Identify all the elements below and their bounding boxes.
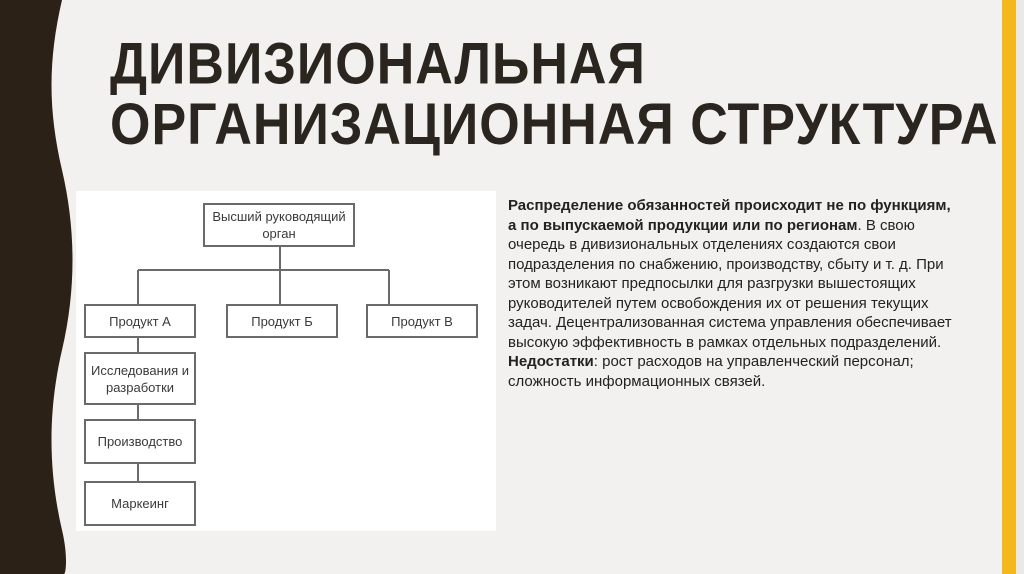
product-c-label: Продукт В: [391, 313, 453, 329]
top-management-box: [203, 203, 355, 247]
production-box: [84, 419, 196, 464]
research-label: Исследования и разработки: [90, 362, 190, 395]
edge-strip: [1016, 0, 1024, 574]
title-line-2: ОРГАНИЗАЦИОННАЯ СТРУКТУРА: [110, 92, 999, 158]
product-c-box: [366, 304, 478, 338]
marketing-label: Маркеинг: [111, 496, 169, 511]
drawbacks-label: Недостатки: [508, 353, 594, 370]
accent-bar: [1002, 0, 1016, 574]
title-line-1: ДИВИЗИОНАЛЬНАЯ: [110, 31, 646, 97]
description-part-2: : рост расходов на управленческий персонал; сложность информационных связей.: [508, 353, 914, 390]
description-part-1: . В свою очередь в дивизиональных отделениях создаются свои подразделения по снабжению, производству, сбыту и т. д. При этом возникают предпосылки для разгрузки вышестоящих руководителей путем освобождения их от решения текущих задач. Децентрализованная система управления обеспечивает высокую эффективность в рамках отдельных подразделений.: [508, 216, 952, 351]
product-a-label: Продукт А: [109, 313, 171, 329]
marketing-box: [84, 481, 196, 526]
product-b-label: Продукт Б: [251, 313, 313, 329]
product-b-box: [226, 304, 338, 338]
research-box: [84, 352, 196, 405]
product-a-box: [84, 304, 196, 338]
org-chart: [76, 191, 496, 531]
slide-title: [110, 31, 999, 158]
production-label: Производство: [97, 434, 183, 449]
lead-bold-text: Распределение обязанностей происходит не по функциям, а по выпускаемой продукции или по регионам: [508, 197, 951, 234]
description-text: [508, 196, 956, 391]
top-management-label: Высший руководящий орган: [212, 209, 346, 241]
